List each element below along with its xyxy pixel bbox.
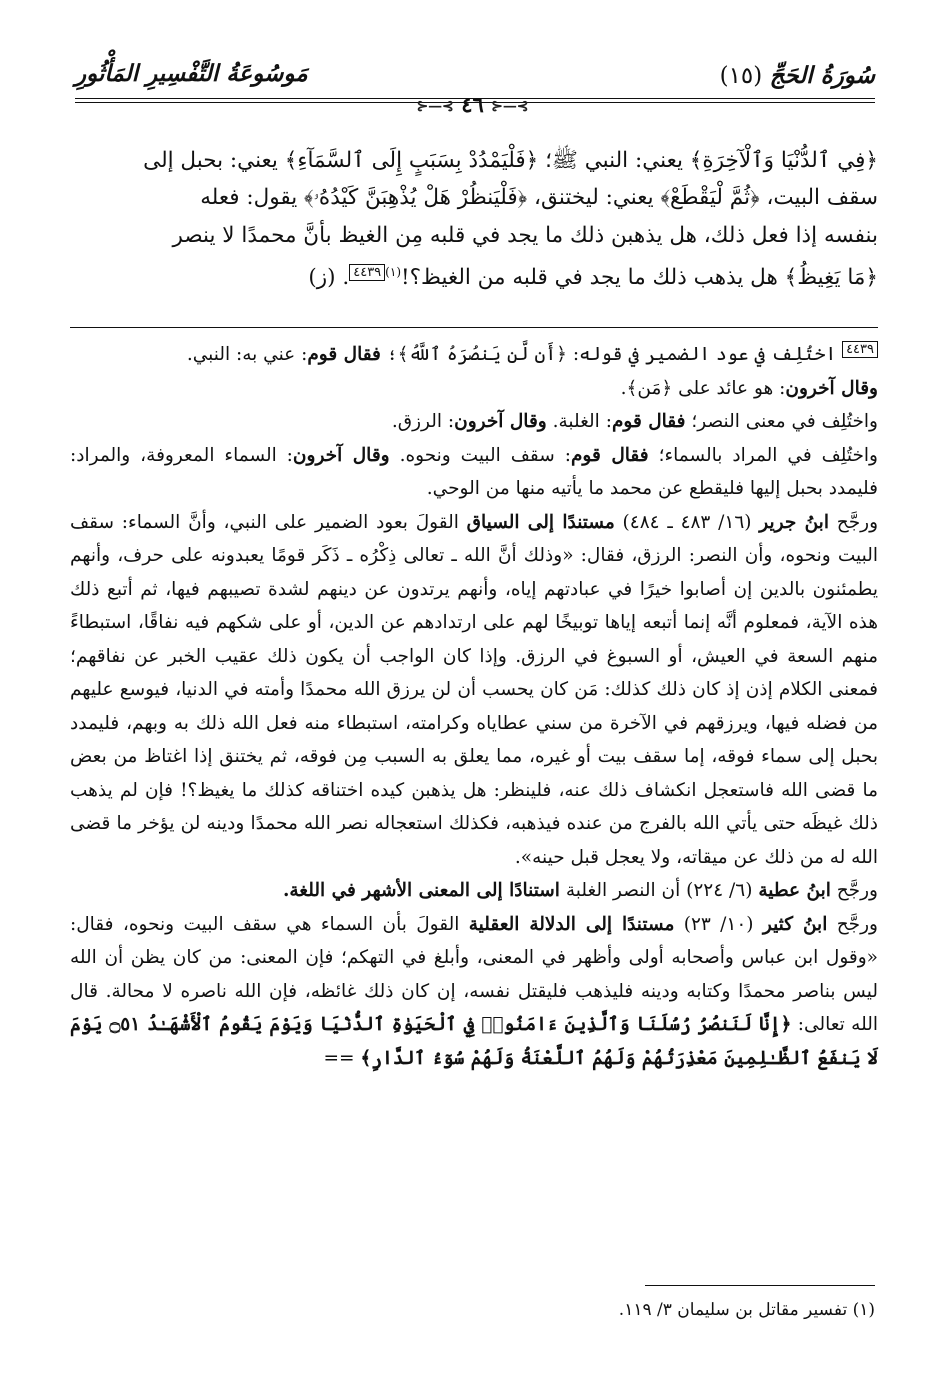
bold-text: وقال آخرون: [454, 411, 547, 432]
text: ورجَّح: [830, 880, 878, 901]
text: القولَ بأن السماء هي سقف البيت ونحوه، فقال: «وقول ابن عباس وأصحابه أولى وأظهر في المعنى، وأبلغ في التهكم؛ فإن المعنى: من كان يظن أن الله ليس بناصر محمدًا وكتابه ودينه فليذهب فليقتل نفسه، إن كان ذلك غائظه، فإن الله ناصره لا محالة. قال الله تعالى:: [70, 913, 878, 1035]
commentary-ref-badge: ٤٤٣٩: [349, 264, 385, 281]
commentary-para: [70, 338, 878, 372]
text: : سقف البيت ونحوه.: [389, 444, 571, 466]
main-line: سقف البيت، ﴿ثُمَّ لْيَقْطَعْ﴾ يعني: ليختنق، ﴿فَلْيَنظُرْ هَلْ يُذْهِبَنَّ كَيْدُهُۥ﴾ يقول: فعله: [200, 185, 878, 211]
page-number-block: [0, 92, 945, 117]
ornament-left-icon: ⊱—⊰: [416, 98, 454, 115]
continuation-mark: ==: [323, 1047, 361, 1069]
text: (١٦/ ٤٨٣ ـ ٤٨٤): [614, 511, 760, 533]
footnote-separator: [645, 1285, 875, 1286]
book-title: مَوسُوعَةُ التَّفْسِيرِ المَأْثُورِ: [75, 60, 308, 87]
bold-text: ابنُ جرير: [759, 511, 829, 533]
bold-text: مستندًا إلى الدلالة العقلية: [468, 913, 675, 935]
bold-text: فقال قوم: [307, 344, 381, 365]
text: (٦/ ٢٢٤) أن النصر الغلبة: [559, 880, 759, 901]
bold-text: فقال قوم: [570, 444, 649, 466]
commentary-block: [70, 338, 878, 1075]
text: : الرزق.: [391, 411, 455, 432]
footnote: (١) تفسير مقاتل بن سليمان ٣/ ١١٩.: [618, 1300, 875, 1320]
main-line: بنفسه إذا فعل ذلك، هل يذهبن ذلك ما يجد في قلبه مِن الغيظ بأنَّ محمدًا لا ينصر: [172, 222, 878, 248]
text: : عني به: النبي.: [186, 344, 308, 365]
bold-text: ابنُ عطية: [758, 880, 831, 901]
text: واختُلِف في معنى النصر؛: [685, 411, 878, 432]
text: واختُلِف في المراد بالسماء؛: [648, 444, 878, 466]
main-line: [70, 254, 878, 297]
text: : هو عائد على ﴿مَن﴾.: [620, 377, 786, 399]
commentary-para: [70, 506, 878, 875]
text: ورجَّح: [828, 511, 879, 533]
bold-text: وقال آخرون: [292, 444, 390, 466]
commentary-para: [70, 372, 878, 406]
commentary-ref-badge: ٤٤٣٩: [842, 341, 878, 358]
text: اختُلِف في عود الضمير في قوله: ﴿أَن لَّن يَنصُرَهُ ٱللَّهُ﴾؛: [380, 344, 843, 365]
text: : الغلبة.: [546, 411, 612, 432]
footnote-marker: (١): [385, 265, 401, 280]
bold-text: ابنُ كثير: [762, 913, 828, 935]
page-number: ٤٦: [461, 92, 484, 117]
commentary-para: [70, 908, 878, 1076]
main-line-text: ﴿مَا يَغِيظُ﴾ هل يذهب ذلك ما يجد في قلبه من الغيظ؟!: [401, 265, 878, 291]
text: (١٠/ ٢٣): [674, 913, 763, 935]
commentary-para: [70, 405, 878, 439]
text: : السماء المعروفة، والمراد: فليمدد بحبل إليها فليقطع عن محمد ما يأتيه منها من الوحي.: [70, 444, 878, 499]
surah-heading: [720, 62, 875, 89]
surah-name: سُورَةُ الحَجِّ: [769, 62, 875, 89]
bold-text: وقال آخرون: [785, 377, 878, 399]
bold-text: فقال قوم: [611, 411, 686, 432]
ornament-right-icon: ⊱—⊰: [491, 98, 529, 115]
commentary-para: [70, 439, 878, 506]
text: ورجَّح: [827, 913, 878, 935]
bold-text: استنادًا إلى المعنى الأشهر في اللغة.: [282, 880, 560, 901]
bold-text: مستندًا إلى السياق: [466, 511, 615, 533]
quran-quote: ﴿إِنَّا لَنَنصُرُ رُسُلَنَا وَٱلَّذِينَ ءَامَنُوا۟ فِي ٱلْحَيَوٰةِ ٱلدُّنْيَا وَيَوْمَ يَقُومُ ٱلْأَشْهَـٰدُ ۝٥١ يَوْمَ لَا يَنفَعُ ٱلظَّـٰلِمِينَ مَعْذِرَتُهُمْ وَلَهُمُ ٱللَّعْنَةُ وَلَهُمْ سُوٓءُ ٱلدَّارِ﴾: [70, 1014, 878, 1069]
main-line: ﴿فِي ٱلدُّنْيَا وَٱلْآخِرَةِ﴾ يعني: النبي ﷺ؛ ﴿فَلْيَمْدُدْ بِسَبَبٍ إِلَى ٱلسَّمَآءِ﴾ يعني: بحبل إلى: [143, 148, 878, 173]
source-code: . (ز): [308, 265, 350, 291]
surah-verse: (١٥): [719, 63, 763, 89]
main-text: [70, 142, 878, 297]
commentary-para: [70, 874, 878, 908]
text: القولَ بعود الضمير على النبي، وأنَّ السماء: سقف البيت ونحوه، وأن النصر: الرزق، فقال: «وذلك أنَّ الله ـ تعالى ذِكْرُه ـ ذَكَر قومًا يعبدونه على حرف، وأنهم يطمئنون بالدين إن أصابوا خيرًا في عبادتهم إياه، وأنهم يرتدون عن دينهم لشدة تصيبهم فيها، ثم أتبع ذلك هذه الآية، فمعلوم أنَّه إنما أتبعه إياها توبيخًا لهم على ارتدادهم عن الدين، أو على شكهم فيه نفاقًا، استبطاءً منهم السعة في العيش، أو السبوغ في الرزق. وإذا كان الواجب أن يكون ذلك عقيب الخبر عن نفاقهم؛ فمعنى الكلام إذن إذ كان ذلك كذلك: مَن كان يحسب أن لن يرزق الله محمدًا وأمته في الدنيا، فيوسع عليهم من فضله فيها، ويرزقهم في الآخرة من سني عطاياه وكرامته، استبطاء منه فعل الله ذلك به وبهم، فليمدد بحبل إلى سماء فوقه، إما سقف بيت أو غيره، مما يعلق به السبب مِن فوقه، ثم يختنق إذا اغتاظ من بعض ما قضى الله فاستعجل انكشاف ذلك عنه، فلينظر: هل يذهبن كيده اختناقه كذلك ما يغيظ؟! فإن لم يذهب ذلك غيظَه حتى يأتي الله بالفرج من عنده فيذهبه، فكذلك استعجاله نصر الله محمدًا ودينه لن يؤخر ما قضى الله له من ذلك عن ميقاته، ولا يعجل قبل حينه».: [70, 511, 878, 868]
commentary-separator: [70, 327, 878, 328]
